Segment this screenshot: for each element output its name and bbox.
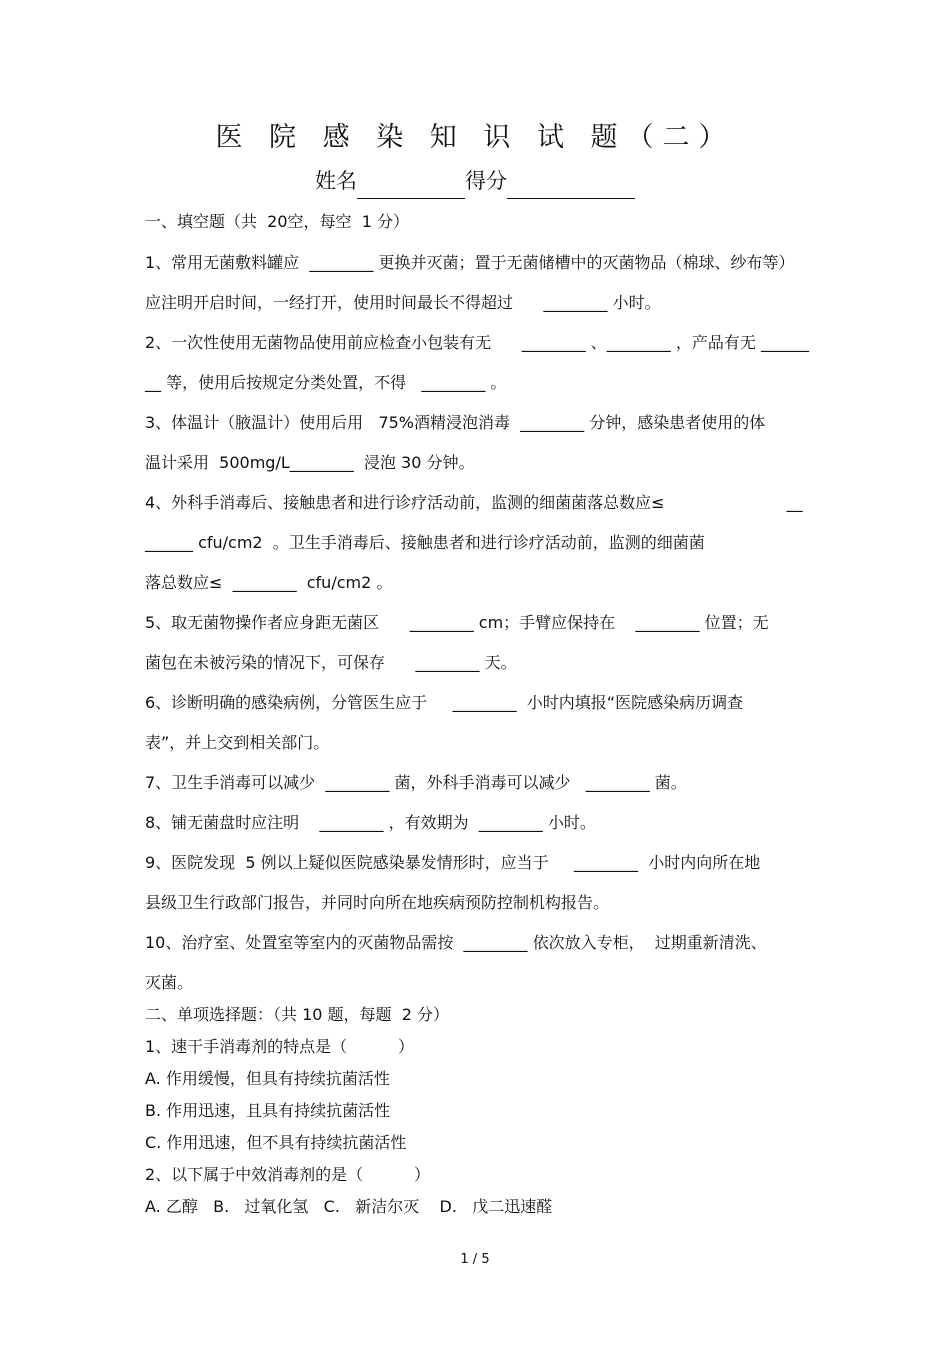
question-line: 8、铺无菌盘时应注明 ________ ，有效期为 ________ 小时。 — [145, 813, 596, 832]
question-line: 2、一次性使用无菌物品使用前应检查小包装有无 ________ 、________ ，产品有无 ______ — [145, 333, 809, 352]
section-heading-single-choice: 二、单项选择题：（共 10 题，每题 2 分） — [145, 1005, 449, 1024]
question-line: ______ cfu/cm2 。卫生手消毒后、接触患者和进行诊疗活动前，监测的细菌菌 — [145, 533, 705, 552]
question-line: __ 等，使用后按规定分类处置，不得 ________ 。 — [145, 373, 507, 392]
name-blank[interactable] — [357, 174, 465, 199]
score-label: 得分 — [465, 169, 507, 193]
question-line: 1、速干手消毒剂的特点是（ ） — [145, 1037, 415, 1056]
question-line: 7、卫生手消毒可以减少 ________ 菌，外科手消毒可以减少 ________ 菌。 — [145, 773, 687, 792]
question-line: 应注明开启时间，一经打开，使用时间最长不得超过 ________ 小时。 — [145, 293, 661, 312]
section-heading-fill-in: 一、填空题（共 20空，每空 1 分） — [145, 212, 409, 231]
question-line: 表”，并上交到相关部门。 — [145, 733, 330, 752]
score-blank[interactable] — [507, 174, 635, 199]
page-number: 1 / 5 — [460, 1252, 490, 1267]
choice-option: A. 作用缓慢，但具有持续抗菌活性 — [145, 1069, 390, 1088]
name-score-line — [0, 163, 950, 199]
question-line: 县级卫生行政部门报告，并同时向所在地疾病预防控制机构报告。 — [145, 893, 610, 912]
question-line: 1、常用无菌敷料罐应 ________ 更换并灭菌；置于无菌储槽中的灭菌物品（棉球、纱布等） — [145, 253, 795, 272]
question-line: 2、以下属于中效消毒剂的是（ ） — [145, 1165, 431, 1184]
question-line: 4、外科手消毒后、接触患者和进行诊疗活动前，监测的细菌菌落总数应≤ __ — [145, 493, 803, 512]
question-line: 9、医院发现 5 例以上疑似医院感染暴发情形时，应当于 ________ 小时内向所在地 — [145, 853, 761, 872]
question-line: 3、体温计（腋温计）使用后用 75%酒精浸泡消毒 ________ 分钟，感染患者使用的体 — [145, 413, 766, 432]
question-line: 灭菌。 — [145, 973, 194, 992]
question-line: 6、诊断明确的感染病例，分管医生应于 ________ 小时内填报“医院感染病历调查 — [145, 693, 744, 712]
choice-option: C. 作用迅速，但不具有持续抗菌活性 — [145, 1133, 407, 1152]
choice-option: A. 乙醇 B. 过氧化氢 C. 新洁尔灭 D. 戊二迅速醛 — [145, 1197, 553, 1216]
name-label: 姓名 — [315, 169, 357, 193]
choice-option: B. 作用迅速，且具有持续抗菌活性 — [145, 1101, 391, 1120]
question-line: 菌包在未被污染的情况下，可保存 ________ 天。 — [145, 653, 517, 672]
question-line: 5、取无菌物操作者应身距无菌区 ________ cm；手臂应保持在 ________ 位置；无 — [145, 613, 769, 632]
question-line: 落总数应≤ ________ cfu/cm2 。 — [145, 573, 393, 592]
question-line: 10、治疗室、处置室等室内的灭菌物品需按 ________ 依次放入专柜， 过期重新清洗、 — [145, 933, 767, 952]
question-line: 温计采用 500mg/L________ 浸泡 30 分钟。 — [145, 453, 475, 472]
document-title: 医 院 感 染 知 识 试 题（二） — [215, 122, 735, 153]
